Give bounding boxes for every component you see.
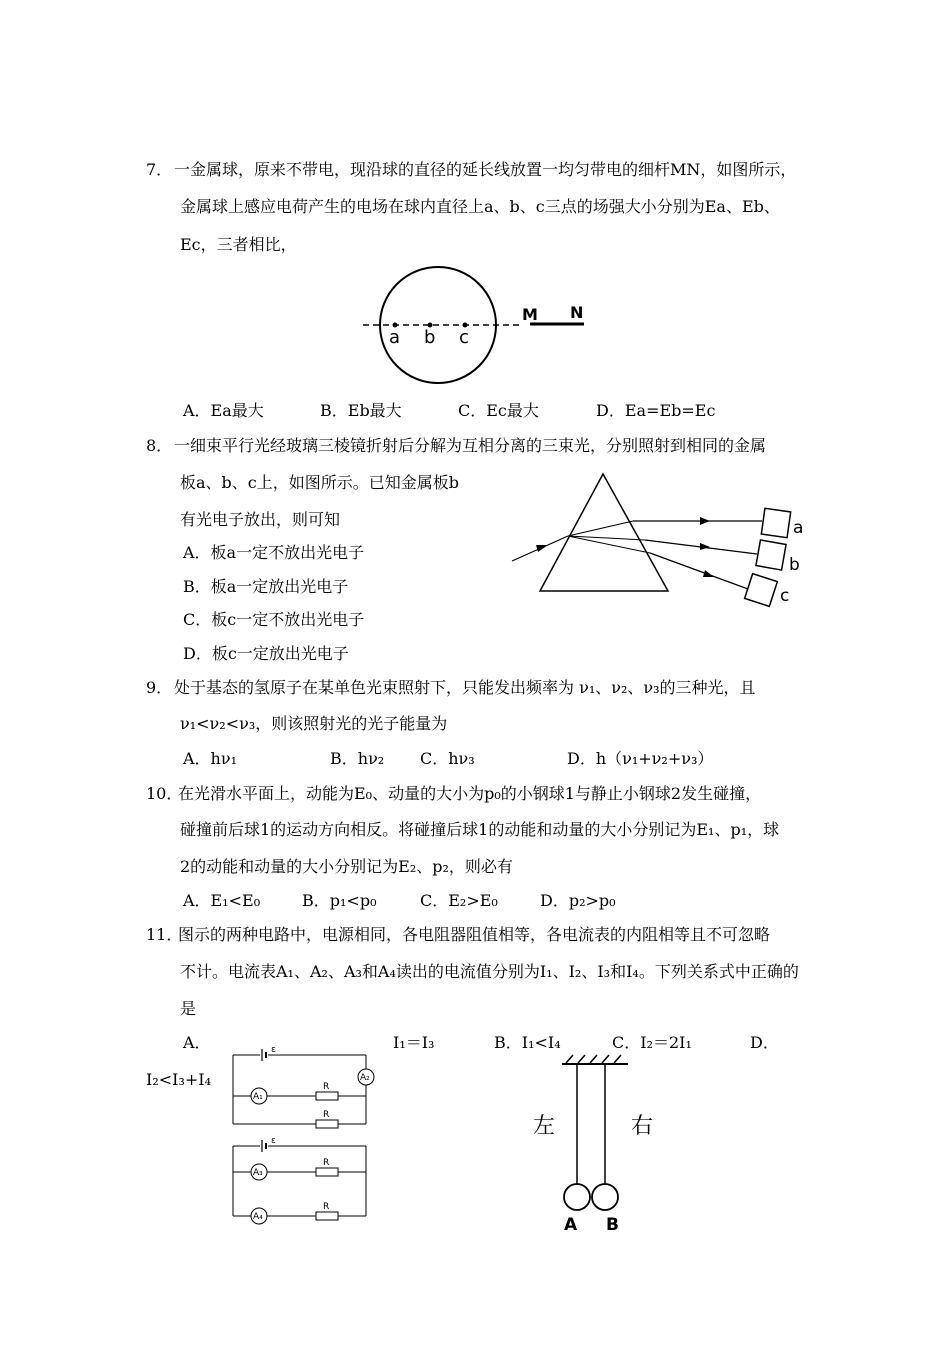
plate-c-label: c <box>780 586 790 606</box>
ammeter-a3-label: A₃ <box>253 1168 263 1178</box>
q9-option-d: D．h（ν₁+ν₂+ν₃） <box>567 749 714 768</box>
label-M: M <box>522 305 538 324</box>
q10-line2: 碰撞前后球1的运动方向相反。将碰撞后球1的动能和动量的大小分别记为E₁、p₁，球 <box>180 820 780 839</box>
emf-label-1: ε <box>271 1045 276 1055</box>
q11-option-d-label: D． <box>750 1033 779 1052</box>
ball-a-label: A <box>564 1215 578 1235</box>
label-N: N <box>570 303 584 322</box>
q10-line3: 2的动能和动量的大小分别记为E₂、p₂，则必有 <box>180 857 513 876</box>
q8-option-a: A．板a一定不放出光电子 <box>183 543 365 562</box>
ball-a <box>564 1184 590 1210</box>
q7-line1: 一金属球，原来不带电，现沿球的直径的延长线放置一均匀带电的细杆MN，如图所示， <box>174 160 797 179</box>
resistor-1b-label: R <box>323 1110 330 1120</box>
q7-line2: 金属球上感应电荷产生的电场在球内直径上a、b、c三点的场强大小分别为Ea、Eb、 <box>180 197 780 216</box>
q11-line1: 图示的两种电路中，电源相同，各电阻器阻值相等，各电流表的内阻相等且不可忽略 <box>178 925 771 944</box>
emf-label-2: ε <box>271 1136 276 1146</box>
q10-option-c: C．E₂>E₀ <box>420 891 498 910</box>
q11-option-b: B．I₁<I₄ <box>494 1033 561 1052</box>
label-c: c <box>459 327 469 348</box>
plate-b-label: b <box>789 555 800 575</box>
q11-line2: 不计。电流表A₁、A₂、A₃和A₄读出的电流值分别为I₁、I₂、I₃和I₄。下列关系式中正确的 <box>180 962 799 981</box>
q7-line3: Ec，三者相比， <box>180 235 297 254</box>
q8-option-d: D．板c一定放出光电子 <box>183 644 349 663</box>
q8-line2: 板a、b、c上，如图所示。已知金属板b <box>180 473 459 492</box>
q7-option-d: D．Ea=Eb=Ec <box>596 401 716 420</box>
resistor-2a-label: R <box>323 1158 330 1168</box>
q7-option-c: C．Ec最大 <box>458 401 539 420</box>
q9-line1: 处于基态的氢原子在某单色光束照射下，只能发出频率为 ν₁、ν₂、ν₃的三种光，且 <box>174 678 756 697</box>
q9-line2: ν₁<ν₂<ν₃，则该照射光的光子能量为 <box>180 714 448 733</box>
left-label: 左 <box>533 1114 556 1139</box>
q10-option-a: A．E₁<E₀ <box>183 891 261 910</box>
ammeter-a2-label: A₂ <box>360 1073 370 1083</box>
q8-line3: 有光电子放出，则可知 <box>180 510 341 529</box>
q7-number: 7． <box>146 160 173 179</box>
q10-number: 10． <box>146 784 183 803</box>
ball-b <box>592 1184 618 1210</box>
q8-number: 8． <box>146 436 173 455</box>
q10-option-d: D．p₂>p₀ <box>540 891 616 910</box>
ceiling-hatch <box>566 1055 621 1063</box>
q8-option-b: B．板a一定放出光电子 <box>183 577 349 596</box>
q9-option-a: A．hν₁ <box>183 749 238 768</box>
q7-option-a: A．Ea最大 <box>183 401 264 420</box>
q11-number: 11． <box>146 925 183 944</box>
q9-number: 9． <box>146 678 173 697</box>
q11-line3: 是 <box>180 999 197 1018</box>
ammeter-a4-label: A₄ <box>253 1212 263 1222</box>
q10-option-b: B．p₁<p₀ <box>302 891 377 910</box>
q11-option-a-label: A． <box>183 1033 211 1052</box>
q8-option-c: C．板c一定不放出光电子 <box>183 610 365 629</box>
q8-line1: 一细束平行光经玻璃三棱镜折射后分解为互相分离的三束光，分别照射到相同的金属 <box>174 436 767 455</box>
q9-option-c: C．hν₃ <box>420 749 475 768</box>
label-a: a <box>389 327 401 348</box>
ball-b-label: B <box>606 1215 619 1235</box>
q10-line1: 在光滑水平面上，动能为E₀、动量的大小为p₀的小钢球1与静止小钢球2发生碰撞， <box>178 784 762 803</box>
label-b: b <box>424 327 436 348</box>
q9-option-b: B．hν₂ <box>330 749 385 768</box>
q7-option-b: B．Eb最大 <box>320 401 402 420</box>
ammeter-a1-label: A₁ <box>253 1092 263 1102</box>
resistor-1a-label: R <box>323 1082 330 1092</box>
q11-option-a-text: I₁＝I₃ <box>393 1033 435 1052</box>
q11-option-c: C．I₂＝2I₁ <box>612 1033 692 1052</box>
resistor-2b-label: R <box>323 1202 330 1212</box>
right-label: 右 <box>631 1114 654 1139</box>
q11-option-d-text: I₂<I₃+I₄ <box>146 1070 212 1089</box>
plate-a-label: a <box>793 518 804 538</box>
